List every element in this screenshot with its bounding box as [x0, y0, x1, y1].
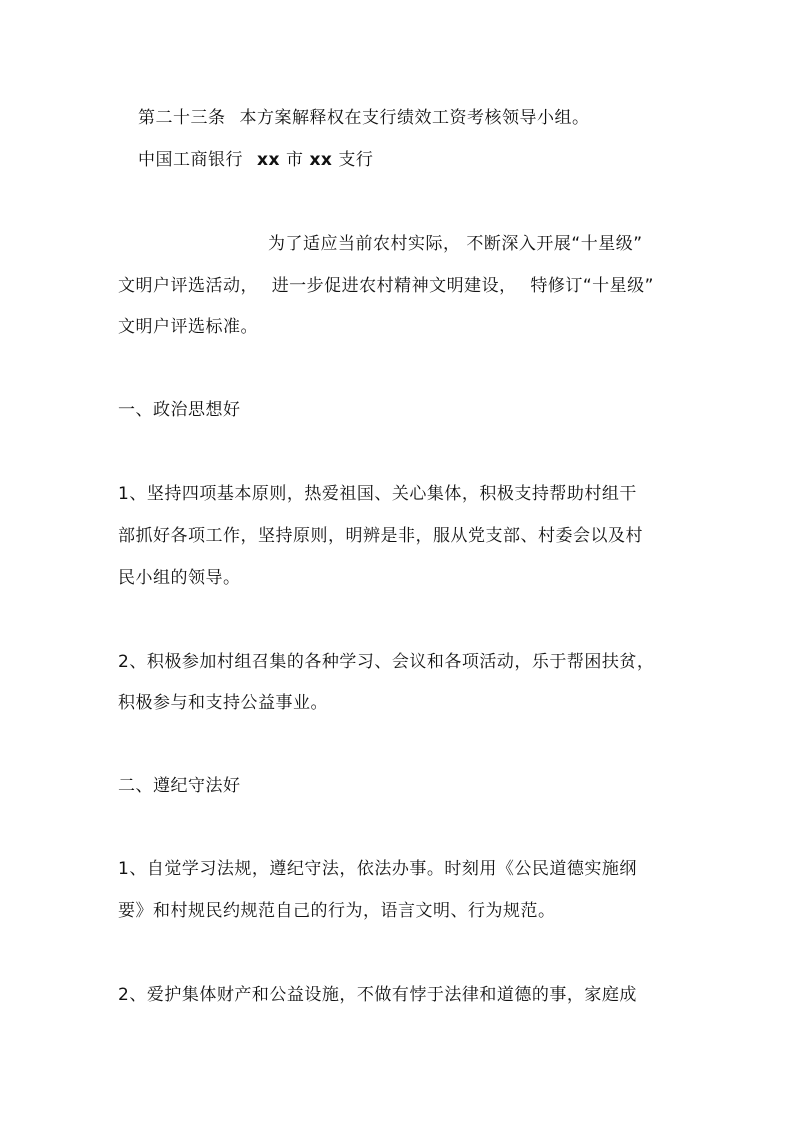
- intro-line-1: 为了适应当前农村实际， 不断深入开展“十星级”: [268, 234, 643, 254]
- section-1-item-2-line-2: 积极参与和支持公益事业。: [118, 693, 328, 713]
- signature-line: [138, 149, 373, 171]
- city-placeholder: xx: [257, 150, 280, 170]
- bank-name: 中国工商银行: [138, 150, 243, 170]
- intro-line-2-part-1: 文明户评选活动，: [118, 276, 258, 296]
- intro-line-2-part-3: 特修订“十星级”: [530, 276, 654, 296]
- section-2-item-1-line-1: 1、自觉学习法规，遵纪守法，依法办事。时刻用《公民道德实施纲: [118, 859, 637, 879]
- section-1-item-1-line-1: 1、坚持四项基本原则，热爱祖国、关心集体，积极支持帮助村组干: [118, 484, 637, 504]
- section-1-item-2-line-1: 2、积极参加村组召集的各种学习、会议和各项活动，乐于帮困扶贫，: [118, 652, 655, 672]
- intro-line-3: 文明户评选标准。: [118, 317, 258, 337]
- article-23-line: [138, 107, 590, 129]
- city-suffix: 市: [285, 150, 304, 170]
- intro-line-2: [118, 275, 654, 297]
- branch-placeholder: xx: [309, 150, 333, 170]
- branch-suffix: 支行: [338, 150, 374, 170]
- section-2-item-1-line-2: 要》和村规民约规范自己的行为，语言文明、行为规范。: [118, 901, 556, 921]
- article-label: 第二十三条: [138, 108, 226, 128]
- section-1-item-1-line-3: 民小组的领导。: [118, 568, 241, 588]
- section-1-item-1-line-2: 部抓好各项工作，坚持原则，明辨是非，服从党支部、村委会以及村: [118, 526, 643, 546]
- section-2-item-2-line-1: 2、爱护集体财产和公益设施，不做有悖于法律和道德的事，家庭成: [118, 985, 637, 1005]
- article-text: 本方案解释权在支行绩效工资考核领导小组。: [239, 108, 590, 128]
- section-2-heading: 二、遵纪守法好: [118, 776, 241, 796]
- section-1-heading: 一、政治思想好: [118, 400, 241, 420]
- intro-line-2-part-2: 进一步促进农村精神文明建设，: [271, 276, 517, 296]
